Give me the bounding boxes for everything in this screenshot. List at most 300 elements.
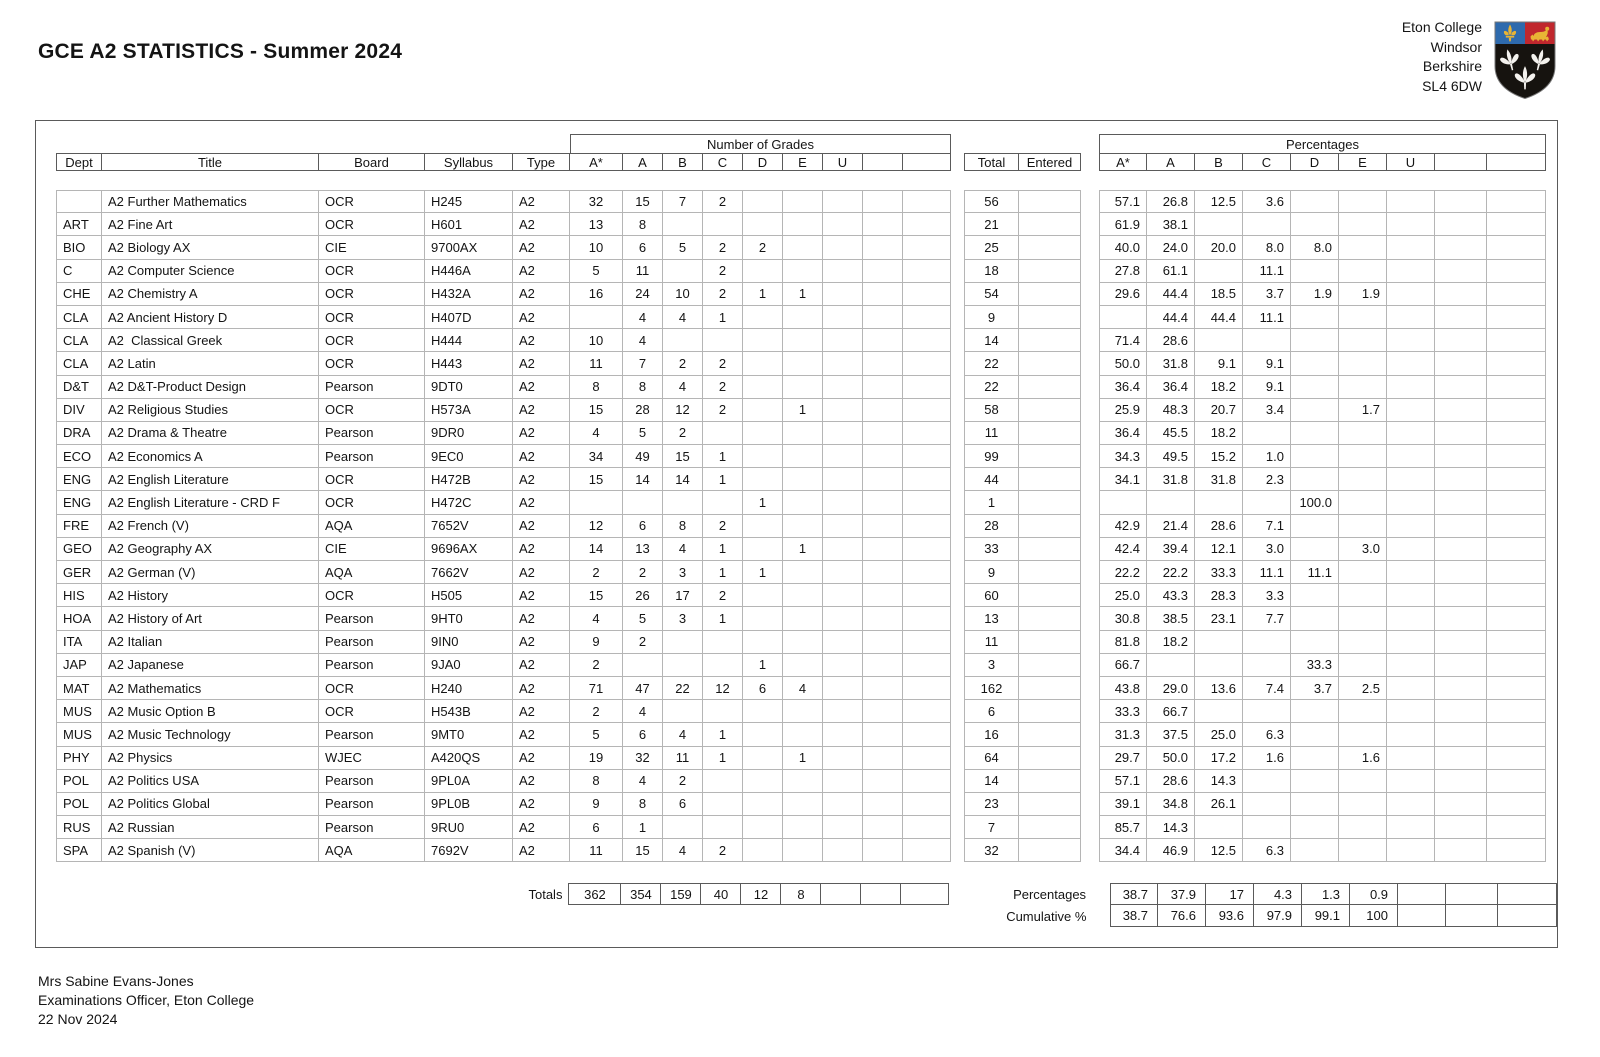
cell-grade-a: 6 — [623, 236, 663, 259]
cell-grade-a-star: 71 — [570, 677, 623, 700]
cell-type: A2 — [513, 700, 570, 723]
cell-grade-blank2 — [903, 607, 951, 630]
cell-pct-a-star: 81.8 — [1099, 631, 1147, 654]
col-header-title: Title — [102, 153, 319, 171]
cell-grade-blank1 — [863, 376, 903, 399]
table-row — [36, 306, 1557, 329]
gap — [951, 515, 964, 538]
table-row — [36, 607, 1557, 630]
cell-grade-a-star: 11 — [570, 352, 623, 375]
cell-pct-blank2 — [1487, 399, 1546, 422]
cell-grade-d: 2 — [743, 236, 783, 259]
cumulative-label: Cumulative % — [1006, 908, 1087, 924]
cell-grade-d — [743, 747, 783, 770]
row-margin — [36, 631, 56, 654]
row-margin — [36, 329, 56, 352]
cell-pct-u — [1387, 236, 1435, 259]
gap — [1081, 584, 1099, 607]
cell-grade-a-star: 4 — [570, 607, 623, 630]
cell-grade-blank2 — [903, 468, 951, 491]
cell-pct-d — [1291, 607, 1339, 630]
pct-summary-cell-b: 17 — [1206, 883, 1254, 905]
cell-pct-b: 18.5 — [1195, 283, 1243, 306]
cell-pct-u — [1387, 468, 1435, 491]
cell-pct-b: 26.1 — [1195, 793, 1243, 816]
cell-grade-a: 4 — [623, 329, 663, 352]
cell-pct-a-star: 31.3 — [1099, 723, 1147, 746]
cell-entered — [1019, 561, 1081, 584]
cell-grade-c: 1 — [703, 747, 743, 770]
cell-grade-e — [783, 445, 823, 468]
cell-pct-e — [1339, 654, 1387, 677]
cell-grade-b: 3 — [663, 607, 703, 630]
col-header-pct-u: U — [1387, 153, 1435, 171]
cell-pct-a: 28.6 — [1147, 770, 1195, 793]
cell-entered — [1019, 700, 1081, 723]
group-header-row — [36, 134, 1557, 153]
cell-grade-a: 26 — [623, 584, 663, 607]
row-margin — [36, 677, 56, 700]
cell-grade-blank2 — [903, 376, 951, 399]
cell-grade-blank1 — [863, 236, 903, 259]
gap — [1081, 422, 1099, 445]
cell-grade-d — [743, 190, 783, 213]
cell-pct-a-star: 36.4 — [1099, 422, 1147, 445]
cell-pct-d — [1291, 468, 1339, 491]
school-address — [1402, 18, 1482, 96]
cell-board: Pearson — [319, 654, 425, 677]
cell-grade-e — [783, 584, 823, 607]
cell-pct-blank2 — [1487, 422, 1546, 445]
cell-grade-e — [783, 770, 823, 793]
row-margin — [36, 236, 56, 259]
cell-pct-e — [1339, 422, 1387, 445]
gap — [951, 422, 964, 445]
cell-pct-c: 8.0 — [1243, 236, 1291, 259]
cumulative-cell-u — [1398, 905, 1446, 927]
cell-pct-d — [1291, 329, 1339, 352]
cell-grade-blank1 — [863, 422, 903, 445]
cell-pct-e — [1339, 306, 1387, 329]
cell-title: A2 Italian — [102, 631, 319, 654]
page-title: GCE A2 STATISTICS - Summer 2024 — [38, 40, 403, 63]
cell-pct-e: 1.9 — [1339, 283, 1387, 306]
cell-type: A2 — [513, 352, 570, 375]
col-header-pct-blank1 — [1435, 153, 1487, 171]
cell-grade-u — [823, 283, 863, 306]
cell-pct-c — [1243, 770, 1291, 793]
cell-dept: HOA — [56, 607, 102, 630]
cell-grade-u — [823, 260, 863, 283]
cell-pct-d — [1291, 839, 1339, 862]
cell-pct-c — [1243, 700, 1291, 723]
footer-line: Mrs Sabine Evans-Jones — [38, 973, 194, 989]
cell-syllabus: H240 — [425, 677, 513, 700]
cell-entered — [1019, 491, 1081, 514]
cell-pct-u — [1387, 260, 1435, 283]
row-margin — [36, 607, 56, 630]
cell-total: 28 — [964, 515, 1019, 538]
cell-syllabus: H444 — [425, 329, 513, 352]
cell-grade-a: 14 — [623, 468, 663, 491]
gap — [951, 283, 964, 306]
totals-cell-d: 12 — [741, 883, 781, 905]
cell-pct-u — [1387, 190, 1435, 213]
cell-grade-a-star: 8 — [570, 376, 623, 399]
cell-pct-d — [1291, 352, 1339, 375]
cell-pct-a: 14.3 — [1147, 816, 1195, 839]
cell-pct-b — [1195, 700, 1243, 723]
gap — [951, 306, 964, 329]
cell-pct-a-star: 30.8 — [1099, 607, 1147, 630]
cell-title: A2 Computer Science — [102, 260, 319, 283]
cell-grade-blank1 — [863, 515, 903, 538]
cell-type: A2 — [513, 190, 570, 213]
cell-grade-u — [823, 468, 863, 491]
cell-dept: ENG — [56, 491, 102, 514]
cell-pct-b: 12.5 — [1195, 839, 1243, 862]
cell-type: A2 — [513, 422, 570, 445]
cell-title: A2 Biology AX — [102, 236, 319, 259]
cell-grade-e: 1 — [783, 538, 823, 561]
cell-pct-blank1 — [1435, 283, 1487, 306]
cell-pct-u — [1387, 654, 1435, 677]
cell-dept: CHE — [56, 283, 102, 306]
cell-grade-blank2 — [903, 329, 951, 352]
cell-pct-e — [1339, 770, 1387, 793]
cell-pct-blank2 — [1487, 816, 1546, 839]
cell-title: A2 Economics A — [102, 445, 319, 468]
cell-grade-a-star: 15 — [570, 584, 623, 607]
gap — [1081, 561, 1099, 584]
cell-grade-a-star: 34 — [570, 445, 623, 468]
cell-pct-b — [1195, 260, 1243, 283]
cell-title: A2 Geography AX — [102, 538, 319, 561]
cell-type: A2 — [513, 306, 570, 329]
cell-pct-blank2 — [1487, 352, 1546, 375]
cell-grade-a-star: 5 — [570, 723, 623, 746]
cell-pct-blank1 — [1435, 793, 1487, 816]
cell-grade-a: 8 — [623, 376, 663, 399]
col-header-syllabus: Syllabus — [425, 153, 513, 171]
cell-pct-c — [1243, 422, 1291, 445]
cell-grade-b — [663, 654, 703, 677]
cell-grade-d — [743, 352, 783, 375]
cell-pct-d — [1291, 816, 1339, 839]
gap — [1081, 607, 1099, 630]
row-margin — [36, 723, 56, 746]
cell-total: 32 — [964, 839, 1019, 862]
cell-grade-d — [743, 793, 783, 816]
pct-summary-cell-blank2 — [1498, 883, 1557, 905]
cell-grade-a: 2 — [623, 561, 663, 584]
gap — [951, 584, 964, 607]
cell-pct-u — [1387, 376, 1435, 399]
cell-title: A2 D&T-Product Design — [102, 376, 319, 399]
cell-pct-e — [1339, 723, 1387, 746]
gap — [951, 352, 964, 375]
cell-title: A2 Chemistry A — [102, 283, 319, 306]
cell-syllabus: H601 — [425, 213, 513, 236]
cell-pct-a: 44.4 — [1147, 306, 1195, 329]
cell-grade-d — [743, 770, 783, 793]
cell-entered — [1019, 190, 1081, 213]
cell-grade-blank1 — [863, 190, 903, 213]
cell-grade-a: 4 — [623, 770, 663, 793]
cell-syllabus: H573A — [425, 399, 513, 422]
cell-pct-a: 49.5 — [1147, 445, 1195, 468]
cell-pct-e — [1339, 445, 1387, 468]
cell-pct-c: 7.1 — [1243, 515, 1291, 538]
totals-cell-e: 8 — [781, 883, 821, 905]
cell-grade-b — [663, 260, 703, 283]
cell-dept: CLA — [56, 352, 102, 375]
cell-pct-c: 11.1 — [1243, 306, 1291, 329]
cell-grade-c: 2 — [703, 584, 743, 607]
row-margin — [36, 770, 56, 793]
cell-pct-b: 14.3 — [1195, 770, 1243, 793]
cell-pct-d — [1291, 399, 1339, 422]
cell-pct-b — [1195, 213, 1243, 236]
gap — [1081, 260, 1099, 283]
cumulative-row — [36, 905, 1557, 927]
cell-board: Pearson — [319, 445, 425, 468]
cell-pct-d — [1291, 422, 1339, 445]
cell-grade-c: 2 — [703, 260, 743, 283]
cell-type: A2 — [513, 376, 570, 399]
cell-pct-u — [1387, 723, 1435, 746]
cell-pct-u — [1387, 283, 1435, 306]
pct-summary-cell-blank1 — [1446, 883, 1498, 905]
cell-grade-u — [823, 236, 863, 259]
cell-grade-a-star: 8 — [570, 770, 623, 793]
row-margin — [36, 584, 56, 607]
gap — [1081, 770, 1099, 793]
cell-grade-u — [823, 561, 863, 584]
cell-pct-a-star: 42.4 — [1099, 538, 1147, 561]
cell-grade-a-star: 2 — [570, 700, 623, 723]
cell-syllabus: 7652V — [425, 515, 513, 538]
cell-entered — [1019, 213, 1081, 236]
cell-grade-blank1 — [863, 213, 903, 236]
gap — [1081, 236, 1099, 259]
cell-pct-c — [1243, 631, 1291, 654]
cell-grade-u — [823, 352, 863, 375]
cell-pct-a — [1147, 654, 1195, 677]
cell-grade-blank1 — [863, 631, 903, 654]
cell-grade-a: 8 — [623, 793, 663, 816]
cell-pct-blank1 — [1435, 631, 1487, 654]
cell-grade-a: 5 — [623, 607, 663, 630]
cell-grade-a-star: 19 — [570, 747, 623, 770]
col-header-board: Board — [319, 153, 425, 171]
cell-board: OCR — [319, 190, 425, 213]
cell-syllabus: 9700AX — [425, 236, 513, 259]
pct-summary-cell-d: 1.3 — [1302, 883, 1350, 905]
cell-pct-d — [1291, 515, 1339, 538]
cell-grade-u — [823, 399, 863, 422]
cell-grade-d — [743, 445, 783, 468]
cell-pct-blank2 — [1487, 283, 1546, 306]
cell-grade-c — [703, 770, 743, 793]
cell-syllabus: 7662V — [425, 561, 513, 584]
cell-pct-c: 11.1 — [1243, 561, 1291, 584]
col-header-grade-blank2 — [903, 153, 951, 171]
cell-syllabus: H432A — [425, 283, 513, 306]
cell-grade-u — [823, 700, 863, 723]
cell-pct-blank1 — [1435, 839, 1487, 862]
cell-grade-blank1 — [863, 839, 903, 862]
cell-syllabus: H443 — [425, 352, 513, 375]
cell-grade-e — [783, 190, 823, 213]
cell-total: 44 — [964, 468, 1019, 491]
cell-pct-blank1 — [1435, 700, 1487, 723]
cell-grade-blank1 — [863, 793, 903, 816]
cell-pct-e — [1339, 213, 1387, 236]
cell-dept: DIV — [56, 399, 102, 422]
cell-pct-blank1 — [1435, 584, 1487, 607]
cell-grade-e — [783, 236, 823, 259]
gap — [1081, 190, 1099, 213]
row-margin — [36, 306, 56, 329]
cell-pct-e — [1339, 491, 1387, 514]
cell-total: 99 — [964, 445, 1019, 468]
address-line: Windsor — [1430, 38, 1482, 55]
cell-grade-c — [703, 700, 743, 723]
cell-grade-u — [823, 747, 863, 770]
table-row — [36, 260, 1557, 283]
cell-pct-blank2 — [1487, 654, 1546, 677]
cell-pct-blank1 — [1435, 329, 1487, 352]
cell-pct-u — [1387, 213, 1435, 236]
cell-dept: JAP — [56, 654, 102, 677]
cell-pct-d — [1291, 538, 1339, 561]
cell-pct-a-star: 36.4 — [1099, 376, 1147, 399]
gap — [1081, 376, 1099, 399]
gap — [951, 631, 964, 654]
cell-grade-c: 2 — [703, 352, 743, 375]
cell-grade-b: 4 — [663, 376, 703, 399]
cell-total: 23 — [964, 793, 1019, 816]
gap — [951, 816, 964, 839]
cell-board: OCR — [319, 399, 425, 422]
cell-pct-a: 38.1 — [1147, 213, 1195, 236]
totals-row — [36, 883, 1557, 905]
cell-board: CIE — [319, 236, 425, 259]
cell-pct-a: 36.4 — [1147, 376, 1195, 399]
cell-pct-blank1 — [1435, 607, 1487, 630]
cell-pct-blank2 — [1487, 839, 1546, 862]
cell-syllabus: 9PL0A — [425, 770, 513, 793]
cell-board: OCR — [319, 584, 425, 607]
cell-grade-u — [823, 793, 863, 816]
cell-grade-b: 17 — [663, 584, 703, 607]
cell-grade-a-star: 14 — [570, 538, 623, 561]
cell-grade-blank2 — [903, 399, 951, 422]
cell-total: 56 — [964, 190, 1019, 213]
cell-pct-blank1 — [1435, 376, 1487, 399]
cell-grade-a: 6 — [623, 723, 663, 746]
cell-entered — [1019, 352, 1081, 375]
cell-grade-a-star: 11 — [570, 839, 623, 862]
cell-grade-e — [783, 260, 823, 283]
cell-pct-blank2 — [1487, 190, 1546, 213]
cell-pct-blank1 — [1435, 260, 1487, 283]
cell-title: A2 Japanese — [102, 654, 319, 677]
cell-title: A2 Music Technology — [102, 723, 319, 746]
cell-pct-blank1 — [1435, 747, 1487, 770]
cell-grade-a: 24 — [623, 283, 663, 306]
cell-grade-a: 49 — [623, 445, 663, 468]
cell-pct-b: 25.0 — [1195, 723, 1243, 746]
cell-grade-u — [823, 538, 863, 561]
cell-type: A2 — [513, 491, 570, 514]
cell-board: OCR — [319, 468, 425, 491]
cell-grade-a: 2 — [623, 631, 663, 654]
cumulative-cell-e: 100 — [1350, 905, 1398, 927]
cell-grade-a-star: 9 — [570, 793, 623, 816]
cell-grade-c: 1 — [703, 607, 743, 630]
cell-pct-a: 66.7 — [1147, 700, 1195, 723]
cell-type: A2 — [513, 515, 570, 538]
cell-total: 22 — [964, 352, 1019, 375]
cell-pct-u — [1387, 607, 1435, 630]
cell-syllabus: 9HT0 — [425, 607, 513, 630]
cell-pct-a: 21.4 — [1147, 515, 1195, 538]
cell-pct-blank2 — [1487, 770, 1546, 793]
cell-pct-b: 15.2 — [1195, 445, 1243, 468]
cell-grade-b: 4 — [663, 723, 703, 746]
cell-pct-d: 33.3 — [1291, 654, 1339, 677]
table-row — [36, 677, 1557, 700]
cell-grade-u — [823, 376, 863, 399]
cell-grade-blank2 — [903, 283, 951, 306]
gap — [1081, 283, 1099, 306]
cell-syllabus: H505 — [425, 584, 513, 607]
cell-grade-b: 11 — [663, 747, 703, 770]
cell-pct-a-star: 29.6 — [1099, 283, 1147, 306]
cell-pct-c: 1.0 — [1243, 445, 1291, 468]
cell-pct-blank2 — [1487, 607, 1546, 630]
cell-dept: FRE — [56, 515, 102, 538]
cell-pct-e: 1.6 — [1339, 747, 1387, 770]
cell-grade-a: 8 — [623, 213, 663, 236]
col-header-pct-blank2 — [1487, 153, 1546, 171]
cell-pct-d — [1291, 445, 1339, 468]
cell-entered — [1019, 793, 1081, 816]
col-header-grade-blank1 — [863, 153, 903, 171]
cell-grade-c — [703, 213, 743, 236]
cell-grade-u — [823, 839, 863, 862]
cell-pct-blank2 — [1487, 677, 1546, 700]
gap — [1081, 538, 1099, 561]
cell-total: 33 — [964, 538, 1019, 561]
cell-pct-b: 28.3 — [1195, 584, 1243, 607]
cell-grade-d — [743, 584, 783, 607]
cell-grade-blank1 — [863, 700, 903, 723]
cell-dept: ITA — [56, 631, 102, 654]
cell-syllabus: H472C — [425, 491, 513, 514]
cell-grade-a: 7 — [623, 352, 663, 375]
cell-pct-c: 9.1 — [1243, 376, 1291, 399]
cell-pct-blank2 — [1487, 793, 1546, 816]
cell-syllabus: 9IN0 — [425, 631, 513, 654]
cell-pct-c: 3.6 — [1243, 190, 1291, 213]
cell-title: A2 Politics Global — [102, 793, 319, 816]
cell-total: 9 — [964, 561, 1019, 584]
table-row — [36, 283, 1557, 306]
cell-dept: GEO — [56, 538, 102, 561]
